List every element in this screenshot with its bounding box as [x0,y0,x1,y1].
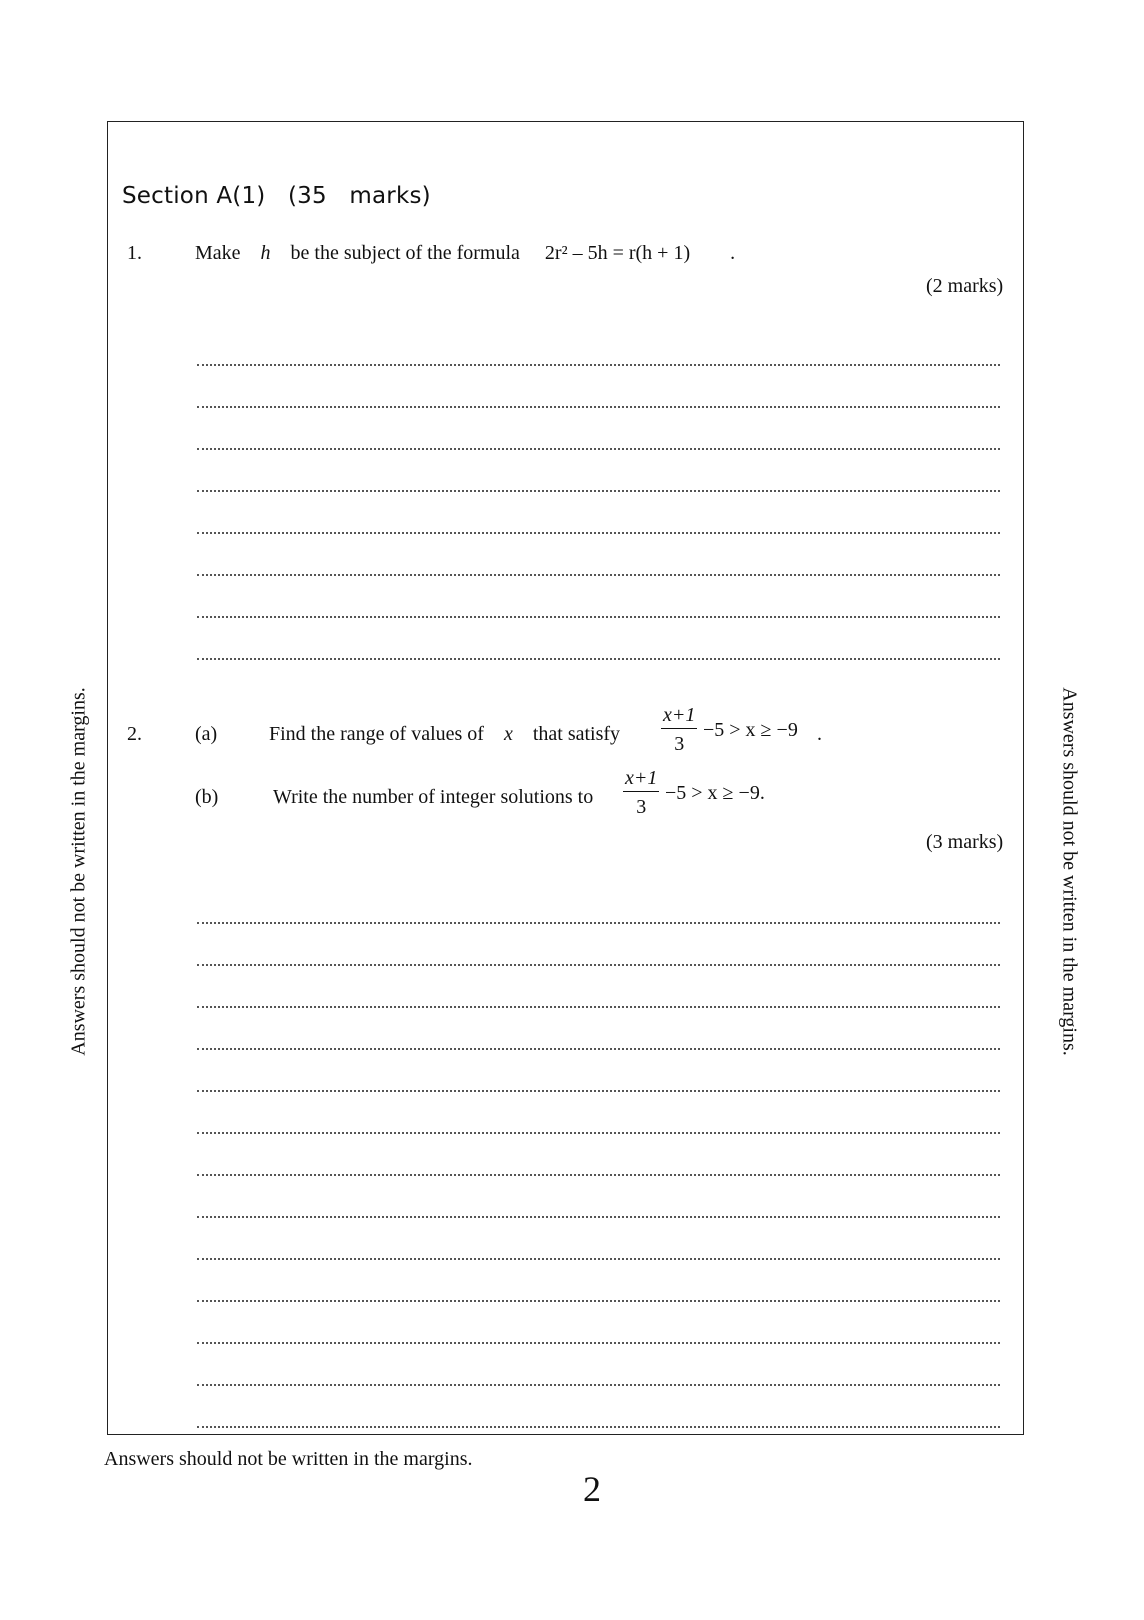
answer-line[interactable] [197,1300,1000,1302]
q1-formula: 2r² – 5h = r(h + 1) [544,242,691,264]
q2a-var-x: x [503,723,513,745]
q2a-inequality: −5 > x ≥ −9 [703,719,798,741]
q2a-period: . [817,723,822,745]
answer-line[interactable] [197,1006,1000,1008]
left-margin-notice: Answers should not be written in the margins. [67,687,90,1056]
q2b-fraction [623,768,659,817]
right-margin-notice: Answers should not be written in the margins. [1058,687,1081,1056]
answer-line[interactable] [197,964,1000,966]
q2a-frac-num: x+1 [661,705,697,729]
answer-line[interactable] [197,1048,1000,1050]
q1-period: . [730,242,736,264]
q2-number: 2. [127,723,142,745]
section-title: Section A(1) (35 marks) [122,183,431,209]
answer-line[interactable] [197,1216,1000,1218]
q2b-label: (b) [195,786,219,808]
answer-line[interactable] [197,406,1000,408]
answer-line[interactable] [197,1090,1000,1092]
answer-line[interactable] [197,1426,1000,1428]
footer-margin-notice: Answers should not be written in the margins. [104,1448,473,1470]
answer-line[interactable] [197,658,1000,660]
answer-line[interactable] [197,922,1000,924]
q2a-text-main: Find the range of values of [269,723,484,745]
answer-line[interactable] [197,1174,1000,1176]
q2b-inequality: −5 > x ≥ −9. [665,782,765,804]
answer-line[interactable] [197,1258,1000,1260]
q2a-text-satisfy: that satisfy [532,723,621,745]
answer-line[interactable] [197,1384,1000,1386]
q2b-frac-num: x+1 [623,768,659,792]
q2-marks: (3 marks) [926,831,1004,853]
q2b-frac-den: 3 [636,796,647,818]
q1-subject-text: be the subject of the formula [290,242,520,264]
q1-marks: (2 marks) [926,275,1004,297]
answer-line[interactable] [197,574,1000,576]
answer-line[interactable] [197,1342,1000,1344]
q1-make: Make [195,242,241,264]
q1-number: 1. [127,242,142,264]
answer-line[interactable] [197,616,1000,618]
q2a-label: (a) [195,723,218,745]
answer-line[interactable] [197,1132,1000,1134]
answer-line[interactable] [197,532,1000,534]
q2a-frac-den: 3 [674,733,685,755]
q1-text [195,242,735,265]
answer-line[interactable] [197,364,1000,366]
q2b-text: Write the number of integer solutions to [273,786,594,808]
answer-line[interactable] [197,490,1000,492]
page-number: 2 [583,1469,601,1509]
answer-box-frame [107,121,1024,1435]
q2a-text [269,723,620,746]
answer-line[interactable] [197,448,1000,450]
q2a-fraction [661,705,697,754]
q1-var-h: h [260,242,271,264]
